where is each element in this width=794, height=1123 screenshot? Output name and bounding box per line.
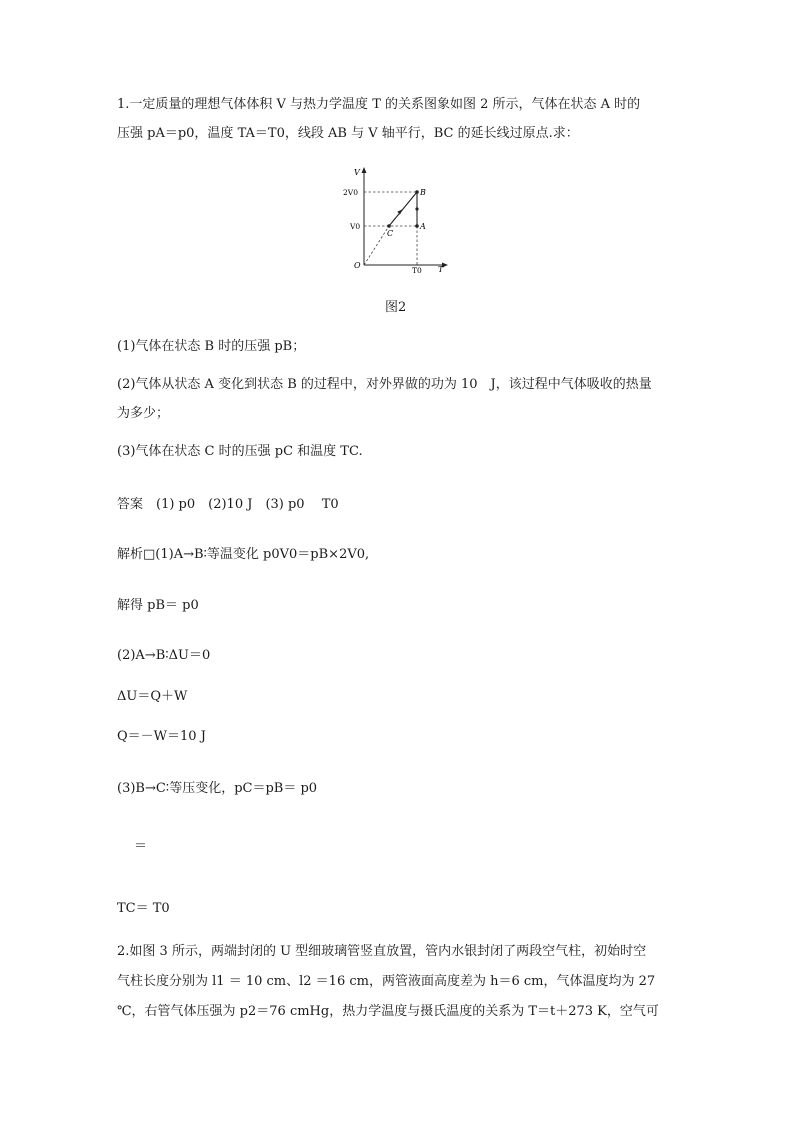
label-point-c: C	[387, 229, 394, 238]
bc-direction-arrow	[397, 209, 403, 215]
solution-line-2: 解得 pB＝ p0	[117, 598, 199, 613]
label-point-b: B	[420, 188, 426, 197]
q1-sub-3: (3)气体在状态 C 时的压强 pC 和温度 TC.	[117, 444, 363, 459]
q2-line-3: ℃，右管气体压强为 p2＝76 cmHg，热力学温度与摄氏温度的关系为 T＝t＋273 K，空气可	[117, 1004, 659, 1019]
q1-sub-2-line-1: (2)气体从状态 A 变化到状态 B 的过程中，对外界做的功为 10 J，该过程中气体吸收的热量	[117, 377, 652, 392]
label-2v0: 2V0	[343, 188, 358, 197]
solution-line-4: ΔU＝Q＋W	[117, 689, 188, 704]
point-ab-mid	[415, 207, 418, 210]
solution-line-6: (3)B→C∶等压变化，pC＝pB＝ p0	[117, 781, 318, 796]
origin-extension	[364, 226, 389, 265]
label-v-axis: V	[354, 168, 360, 177]
q1-line-1: 1.一定质量的理想气体体积 V 与热力学温度 T 的关系图象如图 2 所示，气体在状态 A 时的	[117, 97, 641, 112]
answer-line: 答案 (1) p0 (2)10 J (3) p0 T0	[117, 497, 339, 512]
q1-line-2: 压强 pA＝p0，温度 TA＝T0，线段 AB 与 V 轴平行，BC 的延长线过原点.求：	[117, 126, 579, 141]
v-axis-arrow	[362, 167, 367, 173]
point-c	[387, 224, 391, 228]
q2-line-1: 2.如图 3 所示，两端封闭的 U 型细玻璃管竖直放置，管内水银封闭了两段空气柱，初始时空	[117, 944, 647, 959]
q1-sub-2-line-2: 为多少；	[117, 406, 170, 421]
q2-line-2: 气柱长度分别为 l1 ＝ 10 cm、l2 ＝16 cm，两管液面高度差为 h＝6 cm，气体温度均为 27	[117, 974, 656, 989]
solution-line-3: (2)A→B∶ΔU＝0	[117, 648, 211, 663]
label-t0: T0	[412, 266, 422, 275]
solution-line-7: ＝	[134, 839, 148, 854]
figure-caption: 图2	[385, 300, 407, 315]
vt-graph-figure	[340, 165, 452, 275]
label-v0: V0	[350, 222, 361, 231]
point-a	[415, 224, 419, 228]
label-point-a: A	[420, 222, 426, 231]
label-t-axis: T	[438, 265, 444, 274]
q1-sub-1: (1)气体在状态 B 时的压强 pB；	[117, 339, 306, 354]
solution-line-8: TC＝ T0	[117, 901, 170, 916]
point-b	[415, 190, 419, 194]
solution-line-1: 解析□(1)A→B∶等温变化 p0V0＝pB×2V0,	[117, 547, 370, 562]
solution-line-5: Q＝－W＝10 J	[117, 729, 206, 744]
label-origin: O	[354, 261, 361, 270]
